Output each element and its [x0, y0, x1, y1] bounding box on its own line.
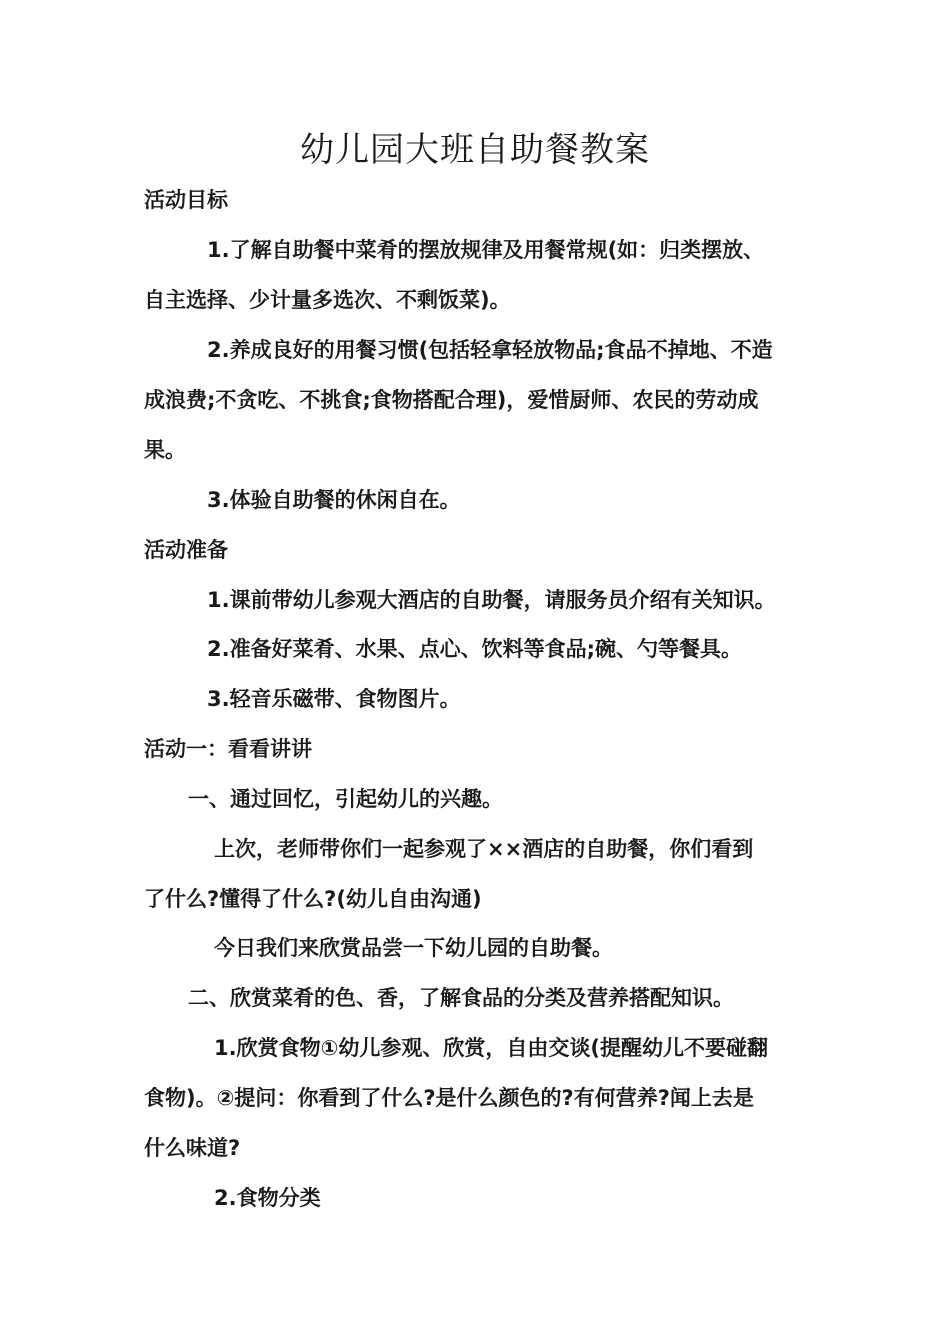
step-one-text-line-2: 了什么?懂得了什么?(幼儿自由沟通)	[144, 887, 482, 911]
step-two-item-1-line-3: 什么味道?	[144, 1136, 241, 1160]
prep-3: 3.轻音乐磁带、食物图片。	[207, 687, 461, 711]
goal-2-line-1: 2.养成良好的用餐习惯(包括轻拿轻放物品;食品不掉地、不造	[207, 338, 773, 362]
goal-1-line-1: 1.了解自助餐中菜肴的摆放规律及用餐常规(如：归类摆放、	[207, 238, 765, 262]
document-title: 幼儿园大班自助餐教案	[300, 130, 650, 170]
heading-activity-prep: 活动准备	[144, 538, 228, 562]
prep-2: 2.准备好菜肴、水果、点心、饮料等食品;碗、勺等餐具。	[207, 637, 742, 661]
step-two-item-1-line-2: 食物)。②提问：你看到了什么?是什么颜色的?有何营养?闻上去是	[144, 1086, 754, 1110]
step-one-text-line-1: 上次，老师带你们一起参观了××酒店的自助餐，你们看到	[214, 837, 754, 861]
goal-2-line-3: 果。	[144, 438, 186, 462]
prep-1: 1.课前带幼儿参观大酒店的自助餐，请服务员介绍有关知识。	[207, 588, 776, 612]
goal-3: 3.体验自助餐的休闲自在。	[207, 488, 461, 512]
goal-1-line-2: 自主选择、少计量多选次、不剩饭菜)。	[144, 288, 511, 312]
step-two-item-2: 2.食物分类	[214, 1186, 321, 1210]
step-one-text-line-3: 今日我们来欣赏品尝一下幼儿园的自助餐。	[214, 936, 613, 960]
step-two-heading: 二、欣赏菜肴的色、香，了解食品的分类及营养搭配知识。	[188, 986, 734, 1010]
heading-activity-one: 活动一：看看讲讲	[144, 737, 312, 761]
step-two-item-1-line-1: 1.欣赏食物①幼儿参观、欣赏，自由交谈(提醒幼儿不要碰翻	[214, 1036, 768, 1060]
step-one-heading: 一、通过回忆，引起幼儿的兴趣。	[188, 787, 503, 811]
goal-2-line-2: 成浪费;不贪吃、不挑食;食物搭配合理)，爱惜厨师、农民的劳动成	[144, 388, 759, 412]
heading-activity-goals: 活动目标	[144, 188, 228, 212]
